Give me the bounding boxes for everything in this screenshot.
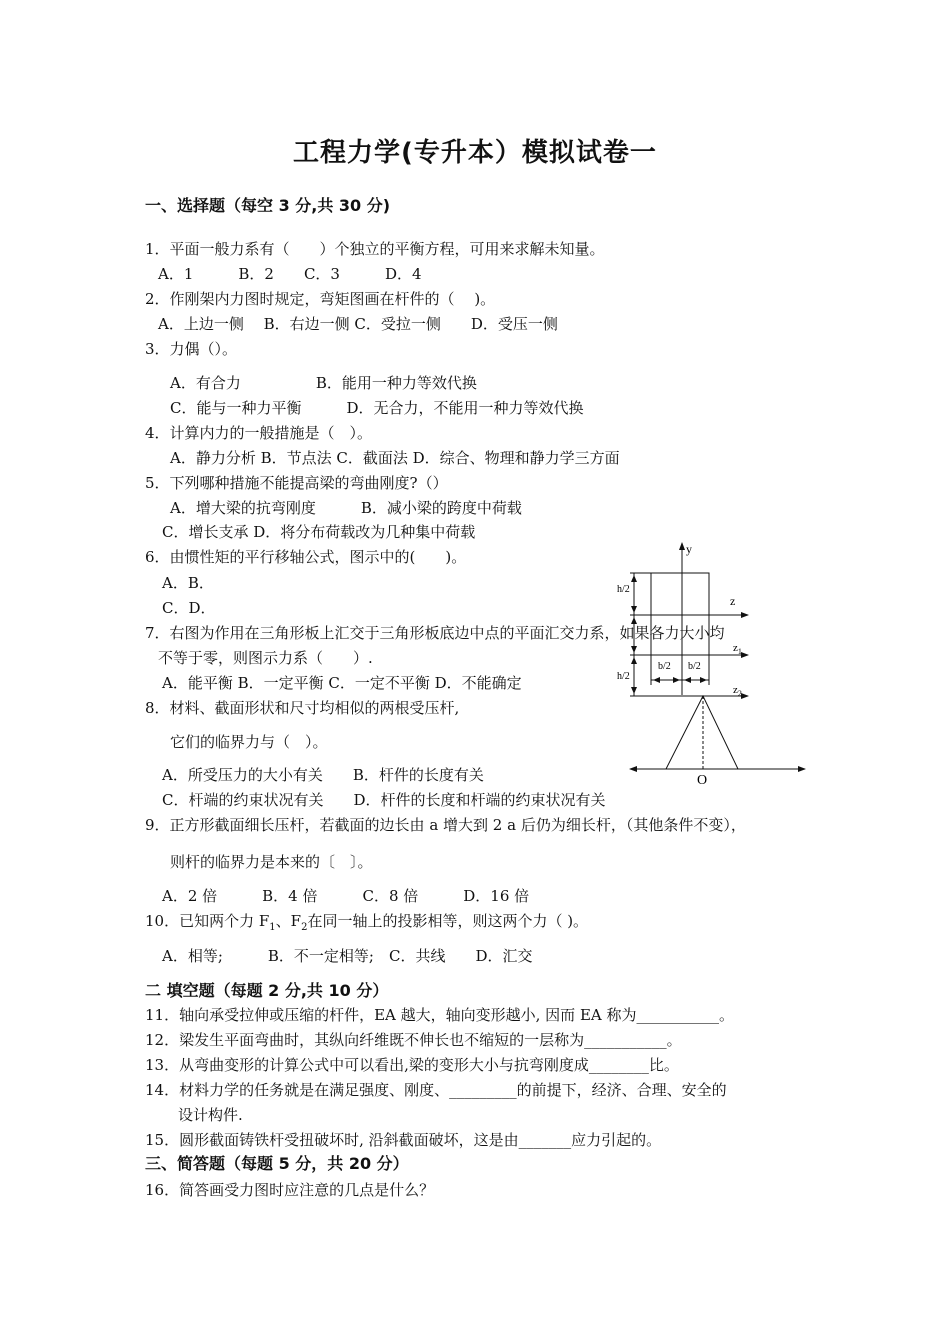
q3-options-2: C．能与一种力平衡 D．无合力，不能用一种力等效代换 <box>170 399 584 417</box>
q4-options: A．静力分析 B．节点法 C．截面法 D．综合、物理和静力学三方面 <box>170 449 620 467</box>
q10-stem-post: 在同一轴上的投影相等，则这两个力（ )。 <box>307 912 589 930</box>
q2-stem: 2．作刚架内力图时规定，弯矩图画在杆件的（ )。 <box>145 290 496 308</box>
q6-stem: 6．由惯性矩的平行移轴公式，图示中的( )。 <box>145 548 467 566</box>
dim-b-arrow-4 <box>700 677 707 683</box>
q9-stem: 9．正方形截面细长压杆，若截面的边长由 a 增大到 2 a 后仍为细长杆，（其他条件不变）， <box>145 816 746 834</box>
q8-stem: 8．材料、截面形状和尺寸均相似的两根受压杆, <box>145 699 460 717</box>
q14-line2: 设计构件. <box>178 1106 243 1124</box>
q12: 12．梁发生平面弯曲时，其纵向纤维既不伸长也不缩短的一层称为___________。 <box>145 1031 682 1049</box>
dim-b-arrow-1 <box>653 677 660 683</box>
q9-options: A．2 倍 B．4 倍 C．8 倍 D．16 倍 <box>162 887 530 905</box>
q16: 16．简答画受力图时应注意的几点是什么？ <box>145 1181 435 1199</box>
q4-stem: 4．计算内力的一般措施是（ ）。 <box>145 424 373 442</box>
page-title: 工程力学(专升本）模拟试卷一 <box>293 138 657 168</box>
label-z1-sub: 1 <box>737 647 742 656</box>
q9-stem-2: 则杆的临界力是本来的〔 〕。 <box>170 853 373 871</box>
q6-options-cd: C．D． <box>162 599 216 617</box>
q8-stem-2: 它们的临界力与（ ）。 <box>170 733 328 751</box>
q7-line1: 7．右图为作用在三角形板上汇交于三角形板底边中点的平面汇交力系，如果各力大小均 <box>145 624 725 642</box>
q2-options: A．上边一侧 B．右边一侧 C．受拉一侧 D．受压一侧 <box>158 315 558 333</box>
dim-arrow-6 <box>631 687 637 694</box>
q3-stem: 3．力偶（）。 <box>145 340 238 358</box>
section-figure-svg <box>600 535 820 795</box>
section2-heading: 二 填空题（每题 2 分,共 10 分） <box>145 981 389 1000</box>
q10-sub-2: 2 <box>301 922 308 933</box>
q5-options-2: C．增长支承 D．将分布荷载改为几种集中荷载 <box>162 523 476 541</box>
label-z1-main: z <box>733 642 738 654</box>
q14-line1: 14．材料力学的任务就是在满足强度、刚度、_________的前提下，经济、合理、安全的 <box>145 1081 727 1099</box>
triangle-plate <box>666 696 738 769</box>
q10-sub-1: 1 <box>269 922 276 933</box>
label-b2-right: b/2 <box>688 661 701 672</box>
label-b2-left: b/2 <box>658 661 671 672</box>
dim-arrow-3 <box>631 617 637 624</box>
section-figure <box>600 535 820 795</box>
q15: 15．圆形截面铸铁杆受扭破坏时, 沿斜截面破坏，这是由_______应力引起的。 <box>145 1131 662 1149</box>
q11: 11．轴向承受拉伸或压缩的杆件，EA 越大，轴向变形越小, 因而 EA 称为___________。 <box>145 1006 734 1024</box>
q13: 13．从弯曲变形的计算公式中可以看出,梁的变形大小与抗弯刚度成________比。 <box>145 1056 679 1074</box>
dim-b-arrow-2 <box>673 677 680 683</box>
dim-arrow-1 <box>631 575 637 582</box>
label-z1 <box>733 642 742 656</box>
dim-arrow-2 <box>631 606 637 613</box>
label-z2-sub: 2 <box>737 689 742 698</box>
q5-stem: 5．下列哪种措施不能提高梁的弯曲刚度?（） <box>145 474 448 492</box>
q10-stem <box>145 911 588 938</box>
dim-arrow-5 <box>631 657 637 664</box>
q7-line2: 不等于零，则图示力系（ ）. <box>158 649 373 667</box>
q7-options: A．能平衡 B．一定平衡 C．一定不平衡 D．不能确定 <box>162 674 522 692</box>
q8-options-2: C．杆端的约束状况有关 D．杆件的长度和杆端的约束状况有关 <box>162 791 606 809</box>
q10-stem-pre: 10．已知两个力 F <box>145 912 270 930</box>
q1-stem: 1．平面一般力系有（ ）个独立的平衡方程，可用来求解未知量。 <box>145 240 605 258</box>
label-h2-top: h/2 <box>617 584 630 595</box>
q8-options-1: A．所受压力的大小有关 B．杆件的长度有关 <box>162 766 484 784</box>
q6-options-ab: A．B． <box>162 574 214 592</box>
q3-options-1: A．有合力 B．能用一种力等效代换 <box>170 374 477 392</box>
section3-heading: 三、简答题（每题 5 分，共 20 分） <box>145 1154 409 1173</box>
label-z2-main: z <box>733 684 738 696</box>
label-z: z <box>730 594 736 608</box>
q1-options: A．1 B．2 C．3 D．4 <box>158 265 422 283</box>
q10-stem-mid: 、F <box>275 912 302 930</box>
section1-heading: 一、选择题（每空 3 分,共 30 分) <box>145 196 391 215</box>
rect-section <box>651 573 709 655</box>
label-z2 <box>733 684 742 698</box>
q5-options-1: A．增大梁的抗弯刚度 B．减小梁的跨度中荷载 <box>170 499 522 517</box>
label-h2-bottom: h/2 <box>617 671 630 682</box>
label-y: y <box>686 542 692 556</box>
q10-options: A．相等; B．不一定相等; C．共线 D．汇交 <box>162 947 533 965</box>
label-O: O <box>697 773 708 788</box>
dim-arrow-4 <box>631 646 637 653</box>
dim-b-arrow-3 <box>684 677 691 683</box>
